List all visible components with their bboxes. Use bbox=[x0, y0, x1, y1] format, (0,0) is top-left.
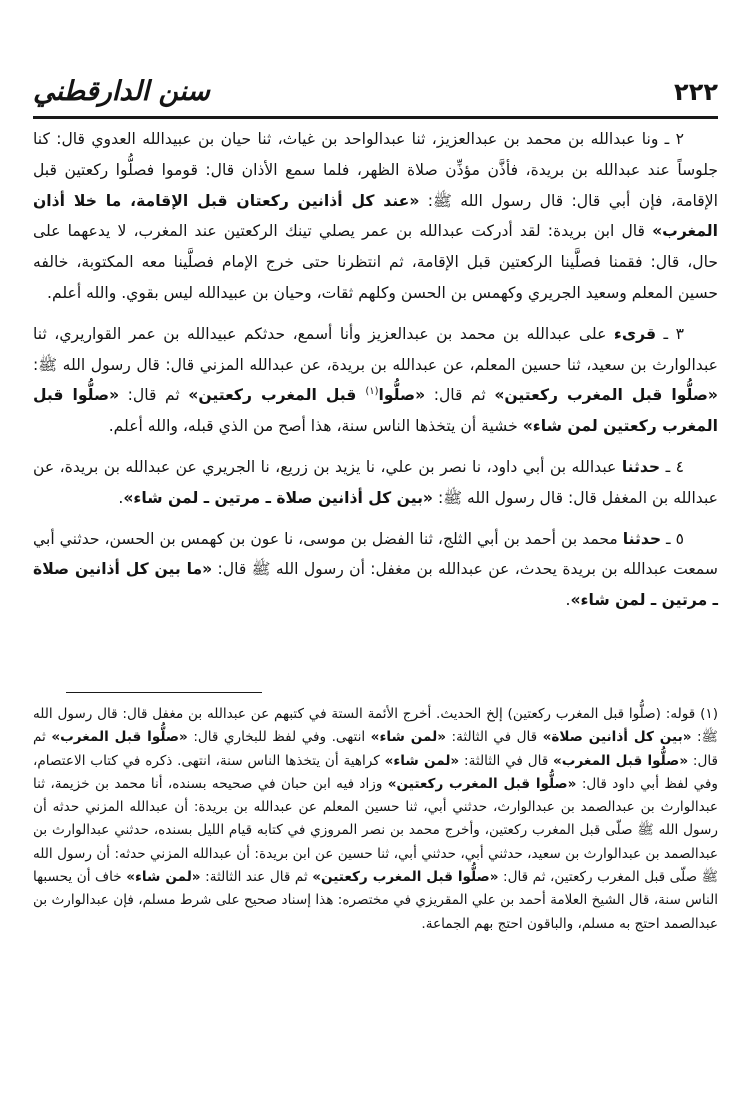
footnote-quote: «بين كل أذانين صلاة» bbox=[542, 729, 692, 746]
paragraph-text: ٢ ـ ونا عبدالله بن محمد بن عبدالعزيز، ثنا عبدالواحد بن غياث، ثنا حيان بن عبيدالله العدوي قال: كنا جلوساً عند عبدالله بن بريدة، فأذَّن مؤذِّن صلاة الظهر، فلما سمع الأذان قال: قوموا فصلُّوا ركعتين قبل الإقامة، فإن أبي قال: قال رسول الله ﷺ: bbox=[33, 130, 718, 210]
paragraph-number: ٤ ـ bbox=[660, 457, 684, 476]
page-header bbox=[33, 74, 718, 119]
paragraph-text: على عبدالله بن محمد بن عبدالعزيز وأنا أسمع، حدثكم عبيدالله بن عمر القواريري، ثنا عبدالوارث بن سعيد، ثنا حسين المعلم، عن عبدالله بن بريدة، عن عبدالله المزني قال: قال رسول الله ﷺ: bbox=[33, 324, 718, 374]
footnote-separator bbox=[66, 692, 262, 693]
paragraph-text: قال ابن بريدة: لقد أدركت عبدالله بن عمر يصلي تينك الركعتين عند المغرب، لا يدعهما على حال، قال: فقمنا فصلَّينا الركعتين قبل الإقامة، ثم انتظرنا حتى خرج الإمام فصلَّينا معه المكتوبة، خالفه حسين المعلم وسعيد الجريري وكهمس بن الحسن وكلهم ثقات، وحيان بن عبيدالله ليس بقوي. والله أعلم. bbox=[33, 222, 718, 302]
footnote-quote: «صلُّوا قبل المغرب» bbox=[51, 729, 188, 746]
footnote-quote: «لمن شاء» bbox=[370, 729, 446, 746]
footnote-text: انتهى. وفي لفظ للبخاري قال: bbox=[187, 729, 371, 746]
footnote-quote: «لمن شاء» bbox=[384, 752, 460, 769]
paragraph-text: خشية أن يتخذها الناس سنة، هذا أصح من الذي قبله، والله أعلم. bbox=[108, 417, 523, 436]
footnote-marker[interactable]: (١) bbox=[365, 386, 379, 398]
hadith-quote: قبل المغرب ركعتين» bbox=[188, 386, 366, 405]
paragraph-text: . bbox=[118, 488, 124, 507]
footnote-text: ثم قال عند الثالثة: bbox=[200, 869, 313, 886]
narration-keyword: قرىء bbox=[613, 324, 657, 343]
paragraph-number: ٥ ـ bbox=[661, 529, 684, 548]
hadith-quote: «ما بين كل أذانين صلاة ـ مرتين ـ لمن شاء» bbox=[33, 560, 718, 610]
narration-keyword: حدثنا bbox=[621, 457, 661, 476]
paragraph-text: . bbox=[565, 591, 571, 610]
page-number: ٢٢٢ bbox=[674, 78, 718, 106]
hadith-quote: «بين كل أذانين صلاة ـ مرتين ـ لمن شاء» bbox=[123, 488, 433, 507]
footnote-text: قال في الثالثة: bbox=[446, 729, 543, 746]
hadith-paragraph-3 bbox=[33, 319, 718, 442]
hadith-paragraph-2 bbox=[33, 124, 718, 309]
footnote-text: كراهية أن يتخذها الناس سنة، انتهى. ذكره في كتاب الاعتصام، وفي لفظ أبي داود قال: bbox=[33, 752, 718, 792]
footnote-text: ثم قال: bbox=[33, 729, 718, 769]
paragraph-number: ٣ ـ bbox=[656, 324, 684, 343]
hadith-quote: «صلُّوا bbox=[378, 386, 426, 405]
narration-keyword: حدثنا bbox=[622, 529, 662, 548]
paragraph-text: عبدالله بن أبي داود، نا نصر بن علي، نا يزيد بن زريع، نا الجريري عن عبدالله بن بريدة، عن عبدالله بن المغفل قال: قال رسول الله ﷺ: bbox=[33, 457, 718, 507]
footnote-text: وزاد فيه ابن حبان في صحيحه بسنده، أنا محمد بن خزيمة، ثنا عبدالوارث بن عبدالصمد بن عبدالوارث، حدثني أبي، ثنا حسين المعلم عن عبدالله بن بريدة: أن عبدالله المزني حدثه أن رسول الله ﷺ صلّى قبل المغرب ركعتين، وأخرج محمد بن نصر المروزي في كتابه قيام الليل بسنده، حدثني عبدالوارث بن عبدالصمد بن عبدالوارث بن سعيد، حدثني أبي، حدثني أبي، ثنا حسين عن ابن بريدة: أن عبدالله المزني حدثه: أن رسول الله ﷺ صلّى قبل المغرب ركعتين، ثم قال: bbox=[33, 775, 719, 886]
book-title: سنن الدارقطني bbox=[33, 76, 210, 107]
footnote-text: (١) قوله: (صلُّوا قبل المغرب ركعتين) إلخ الحديث. أخرج الأئمة الستة في كتبهم عن عبدالله بن مغفل قال: قال رسول الله ﷺ: bbox=[33, 706, 718, 746]
paragraph-text: ثم قال: bbox=[119, 386, 189, 405]
paragraph-text: ثم قال: bbox=[425, 386, 495, 405]
footnote-quote: «صلُّوا قبل المغرب» bbox=[553, 752, 689, 769]
footnote-1 bbox=[33, 703, 718, 936]
footnote-quote: «صلُّوا قبل المغرب ركعتين» bbox=[312, 869, 499, 886]
footnote-text: خاف أن يحسبها الناس سنة، قال الشيخ العلامة أحمد بن علي المقريزي في مختصره: هذا إسناد صحيح على شرط مسلم، فإن عبدالوارث بن عبدالصمد احتج به مسلم، والباقون احتج بهم الجماعة. bbox=[33, 869, 718, 932]
hadith-quote: «صلُّوا قبل المغرب ركعتين لمن شاء» bbox=[33, 386, 718, 436]
hadith-paragraph-4 bbox=[33, 452, 718, 514]
footnotes bbox=[33, 703, 718, 936]
footnote-quote: «لمن شاء» bbox=[126, 869, 201, 886]
hadith-paragraph-5 bbox=[33, 524, 718, 616]
footnote-quote: «صلُّوا قبل المغرب ركعتين» bbox=[387, 775, 577, 792]
paragraph-text: محمد بن أحمد بن أبي الثلج، ثنا الفضل بن موسى، نا عون بن كهمس بن الحسن، حدثني أبي سمعت عبدالله بن بريدة يحدث، عن عبدالله بن مغفل: أن رسول الله ﷺ قال: bbox=[33, 529, 718, 579]
hadith-quote: «عند كل أذانين ركعتان قبل الإقامة، ما خلا أذان المغرب» bbox=[33, 191, 718, 241]
footnote-text: قال في الثالثة: bbox=[459, 752, 554, 769]
main-text bbox=[33, 124, 718, 626]
hadith-quote: «صلُّوا قبل المغرب ركعتين» bbox=[494, 386, 718, 405]
